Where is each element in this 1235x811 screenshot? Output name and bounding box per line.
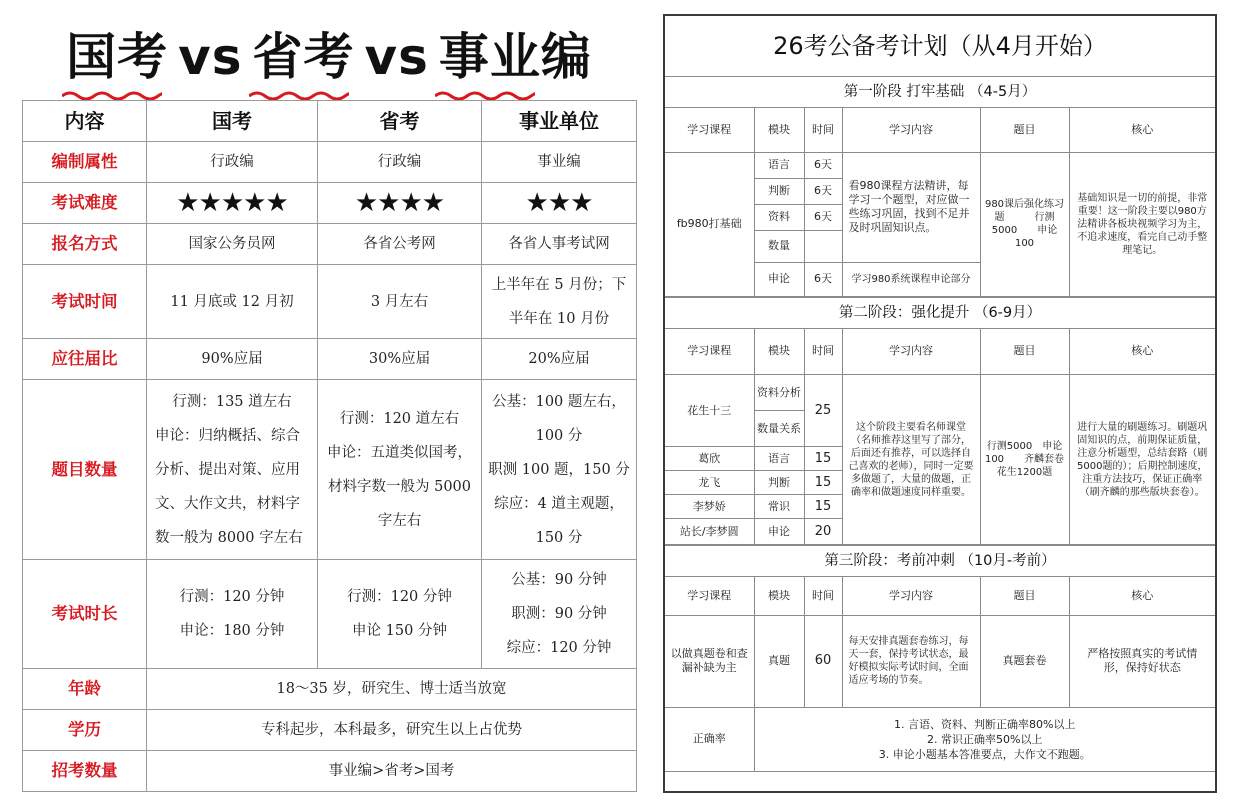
cell-guokao	[147, 560, 318, 669]
cell-guokao: 90%应届	[147, 339, 318, 380]
header-content: 学习内容	[842, 108, 980, 152]
phase1-table	[665, 108, 1215, 297]
time-cell: 15	[804, 471, 842, 495]
cell-line: 职测 100 题，150 分	[488, 461, 630, 478]
title-shengkao	[253, 18, 355, 96]
cell-guokao: 国家公务员网	[147, 224, 318, 265]
cell-shengkao: 30%应届	[318, 339, 482, 380]
cell-line: 公基：100 题左右，100 分	[492, 393, 626, 444]
table-row	[665, 615, 1215, 707]
cell-line: 行测：135 道左右	[172, 393, 292, 410]
phase3-content: 每天安排真题套卷练习，每天一套，保持考试状态，最好模拟实际考试时间，全面适应考场的节奏。	[842, 615, 980, 707]
phase1-shenlun-content: 学习980系统课程申论部分	[842, 262, 980, 296]
module-cell: 常识	[754, 495, 804, 519]
phase3-table	[665, 577, 1215, 772]
cell-shiye: 上半年在 5 月份；下半年在 10 月份	[482, 265, 637, 339]
header-course: 学习课程	[665, 329, 754, 375]
table-row	[23, 380, 637, 560]
cell-shengkao: 行政编	[318, 142, 482, 183]
cell-shiye: 事业编	[482, 142, 637, 183]
phase3-questions: 真题套卷	[980, 615, 1069, 707]
row-label: 题目数量	[23, 380, 147, 560]
phase1-title: 第一阶段 打牢基础 （4-5月）	[665, 77, 1215, 108]
cell-shiye: 各省人事考试网	[482, 224, 637, 265]
accuracy-line: 2. 常识正确率50%以上	[927, 732, 1043, 746]
cell-line: 综应：120 分钟	[506, 640, 612, 656]
row-label: 报名方式	[23, 224, 147, 265]
cell-line: 申论 150 分钟	[352, 623, 447, 639]
phase2-questions	[980, 375, 1069, 545]
header-module: 模块	[754, 329, 804, 375]
table-row	[23, 183, 637, 224]
table-row	[23, 669, 637, 710]
comparison-table	[22, 100, 637, 792]
cell-guokao: 行政编	[147, 142, 318, 183]
header-time: 时间	[804, 108, 842, 152]
time-cell: 6天	[804, 152, 842, 178]
module-cell: 申论	[754, 262, 804, 296]
header-core: 核心	[1069, 329, 1215, 375]
row-label: 应往届比	[23, 339, 147, 380]
header-guokao: 国考	[147, 101, 318, 142]
header-course: 学习课程	[665, 108, 754, 152]
row-label: 招考数量	[23, 751, 147, 792]
module-cell: 资料分析	[754, 375, 804, 411]
course-cell: 花生十三	[665, 375, 754, 447]
table-row	[665, 707, 1215, 771]
accuracy-label: 正确率	[665, 707, 754, 771]
module-cell: 申论	[754, 519, 804, 545]
phase2-header-row	[665, 329, 1215, 375]
cell-line: 行测：120 分钟	[179, 589, 285, 605]
table-row	[23, 560, 637, 669]
course-cell: 葛欣	[665, 447, 754, 471]
row-label: 年龄	[23, 669, 147, 710]
header-shiye: 事业单位	[482, 101, 637, 142]
questions-line: 行测5000 申论100 齐麟套卷	[984, 441, 1065, 465]
table-row	[23, 224, 637, 265]
module-cell: 真题	[754, 615, 804, 707]
time-cell: 25	[804, 375, 842, 447]
cell-line: 公基：90 分钟	[511, 572, 607, 588]
cell-line: 综应：4 道主观题，150 分	[494, 495, 624, 546]
table-row	[665, 152, 1215, 178]
cell-shengkao: 3 月左右	[318, 265, 482, 339]
row-label: 考试时间	[23, 265, 147, 339]
module-cell: 语言	[754, 447, 804, 471]
header-time: 时间	[804, 577, 842, 615]
cell-line: 行测：120 道左右	[339, 410, 460, 427]
header-time: 时间	[804, 329, 842, 375]
title-vs-2: vs	[364, 28, 429, 86]
cell-guokao	[147, 380, 318, 560]
course-cell: 李梦娇	[665, 495, 754, 519]
cell-line: 申论：归纳概括、综合分析、提出对策、应用文、大作文共，材料字数一般为 8000 字左右	[155, 427, 303, 546]
header-content: 学习内容	[842, 329, 980, 375]
module-cell: 判断	[754, 471, 804, 495]
table-row	[665, 375, 1215, 411]
cell-line: 行测：120 分钟	[347, 589, 452, 605]
study-plan-panel	[663, 14, 1217, 793]
cell-line: 申论：180 分钟	[179, 623, 285, 639]
cell-merged: 18～35 岁，研究生、博士适当放宽	[147, 669, 637, 710]
cell-shengkao	[318, 560, 482, 669]
questions-line: 花生1200题	[996, 467, 1053, 478]
course-cell: 站长/李梦圆	[665, 519, 754, 545]
module-cell: 资料	[754, 204, 804, 230]
left-comparison-panel	[22, 0, 636, 811]
accuracy-requirements	[754, 707, 1215, 771]
table-row	[23, 339, 637, 380]
table-row	[23, 710, 637, 751]
phase1-questions: 980课后强化练习题 行测5000 申论100	[980, 152, 1069, 296]
title-guokao	[66, 18, 168, 96]
table-row	[23, 265, 637, 339]
cell-line: 申论：五道类似国考，材料字数一般为 5000 字左右	[327, 444, 472, 529]
phase1-course: fb980打基础	[665, 152, 754, 296]
cell-merged: 事业编>省考>国考	[147, 751, 637, 792]
time-cell: 6天	[804, 204, 842, 230]
time-cell: 15	[804, 447, 842, 471]
header-module: 模块	[754, 108, 804, 152]
row-label: 编制属性	[23, 142, 147, 183]
module-cell: 语言	[754, 152, 804, 178]
time-cell	[804, 230, 842, 262]
module-cell: 判断	[754, 178, 804, 204]
header-module: 模块	[754, 577, 804, 615]
time-cell: 6天	[804, 178, 842, 204]
header-content: 内容	[23, 101, 147, 142]
phase1-header-row	[665, 108, 1215, 152]
accuracy-line: 3. 申论小题基本答准要点，大作文不跑题。	[878, 747, 1091, 761]
difficulty-stars: ★★★	[482, 183, 637, 224]
time-cell: 6天	[804, 262, 842, 296]
title-vs-1: vs	[178, 28, 243, 86]
accuracy-line: 1. 言语、资料、判断正确率80%以上	[894, 717, 1076, 731]
title-shiyebian	[439, 18, 592, 96]
header-core: 核心	[1069, 108, 1215, 152]
header-questions: 题目	[980, 329, 1069, 375]
header-course: 学习课程	[665, 577, 754, 615]
row-label: 学历	[23, 710, 147, 751]
title-shiyebian-text: 事业编	[438, 28, 592, 86]
comparison-title	[22, 18, 636, 98]
cell-shiye	[482, 380, 637, 560]
phase3-core: 严格按照真实的考试情形，保持好状态	[1069, 615, 1215, 707]
phase2-core: 进行大量的刷题练习。刷题巩固知识的点，前期保证质量，注意分析题型，总结套路（刷5000题的）；后期控制速度，注重方法技巧，保证正确率（刷齐麟的那些版块套卷）。	[1069, 375, 1215, 545]
time-cell: 15	[804, 495, 842, 519]
title-guokao-text: 国考	[66, 28, 169, 86]
cell-shiye: 20%应届	[482, 339, 637, 380]
module-cell: 数量	[754, 230, 804, 262]
phase3-title: 第三阶段：考前冲刺 （10月-考前）	[665, 545, 1215, 577]
time-cell: 60	[804, 615, 842, 707]
difficulty-stars: ★★★★★	[147, 183, 318, 224]
cell-shengkao: 各省公考网	[318, 224, 482, 265]
header-content: 学习内容	[842, 577, 980, 615]
phase2-table	[665, 329, 1215, 546]
row-label: 考试时长	[23, 560, 147, 669]
cell-line: 职测：90 分钟	[511, 606, 607, 622]
phase1-content: 看980课程方法精讲，每学习一个题型，对应做一些练习巩固，找到不足并及时巩固知识点。	[842, 152, 980, 262]
header-questions: 题目	[980, 108, 1069, 152]
header-shengkao: 省考	[318, 101, 482, 142]
cell-merged: 专科起步，本科最多，研究生以上占优势	[147, 710, 637, 751]
plan-title: 26考公备考计划（从4月开始）	[665, 16, 1215, 77]
phase3-course: 以做真题卷和查漏补缺为主	[665, 615, 754, 707]
cell-shiye	[482, 560, 637, 669]
phase1-core: 基础知识是一切的前提，非常重要！这一阶段主要以980方法精讲各板块视频学习为主，不追求速度，看完自己动手整理笔记。	[1069, 152, 1215, 296]
phase3-header-row	[665, 577, 1215, 615]
table-row	[23, 142, 637, 183]
cell-guokao: 11 月底或 12 月初	[147, 265, 318, 339]
phase2-title: 第二阶段：强化提升 （6-9月）	[665, 297, 1215, 329]
time-cell: 20	[804, 519, 842, 545]
header-questions: 题目	[980, 577, 1069, 615]
difficulty-stars: ★★★★	[318, 183, 482, 224]
title-shengkao-text: 省考	[252, 28, 355, 86]
row-label: 考试难度	[23, 183, 147, 224]
header-core: 核心	[1069, 577, 1215, 615]
phase2-content: 这个阶段主要看名师课堂（名师推荐这里写了部分，后面还有推荐，可以选择自己喜欢的老师），同时一定要多做题了，大量的做题，正确率和做题速度同样重要。	[842, 375, 980, 545]
table-row	[23, 751, 637, 792]
cell-shengkao	[318, 380, 482, 560]
table-header-row	[23, 101, 637, 142]
course-cell: 龙飞	[665, 471, 754, 495]
module-cell: 数量关系	[754, 411, 804, 447]
